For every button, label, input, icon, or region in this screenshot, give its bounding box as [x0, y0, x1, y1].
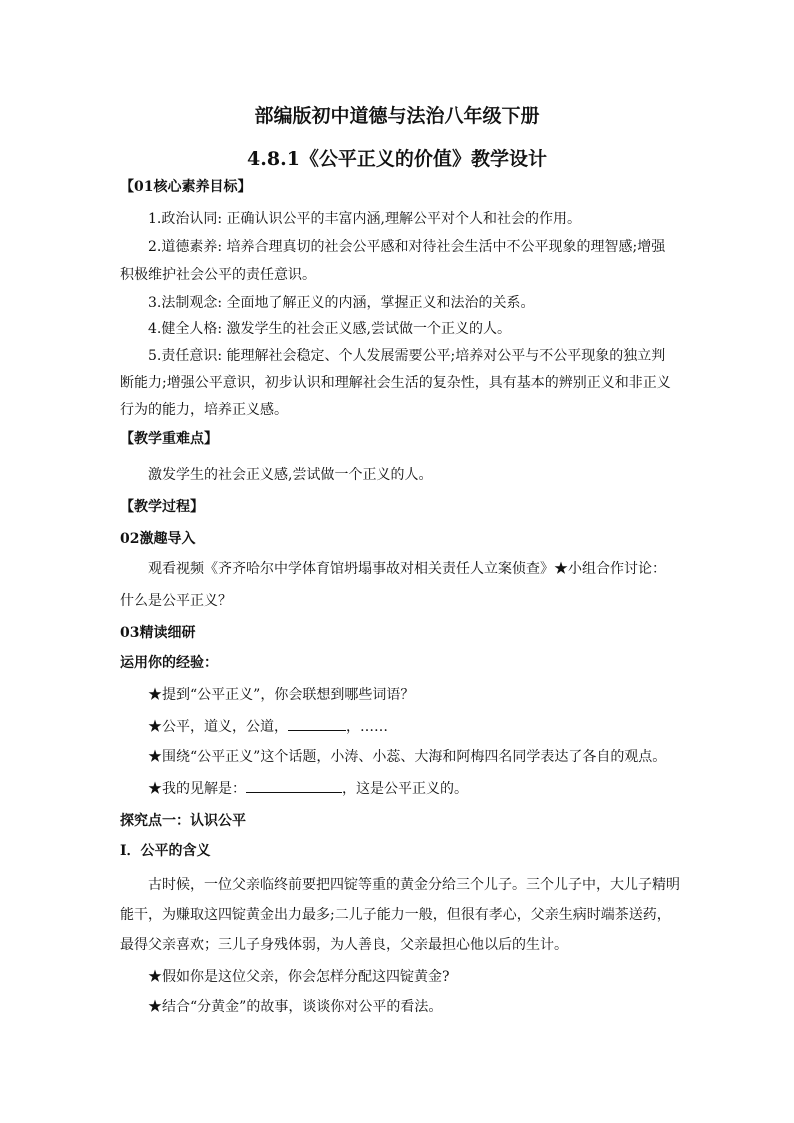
intro-text: 观看视频《齐齐哈尔中学体育馆坍塌事故对相关责任人立案侦查》★小组合作讨论： — [148, 561, 666, 577]
fill-prefix: ★公平，道义，公道， — [148, 719, 288, 735]
experience-question: ★提到“公平正义”，你会联想到哪些词语？ — [148, 687, 415, 703]
subsection-heading: Ⅰ．公平的含义 — [120, 843, 211, 859]
fill-blank — [246, 778, 342, 793]
goal-item-continuation: 行为的能力，培养正义感。 — [120, 402, 288, 418]
fill-prefix: ★我的见解是： — [148, 781, 246, 797]
study-heading: 03精读细研 — [120, 625, 196, 641]
explore-heading: 探究点一：认识公平 — [120, 813, 246, 829]
intro-text-continuation: 什么是公平正义？ — [120, 593, 232, 609]
story-question: ★结合“分黄金”的故事，谈谈你对公平的看法。 — [148, 999, 443, 1015]
goal-item-continuation: 断能力;增强公平意识，初步认识和理解社会生活的复杂性，具有基本的辨别正义和非正义 — [120, 375, 671, 391]
goal-item: 4.健全人格: 激发学生的社会正义感,尝试做一个正义的人。 — [148, 321, 511, 337]
story-question: ★假如你是这位父亲，你会怎样分配这四锭黄金? — [148, 969, 450, 985]
section-heading-process: 【教学过程】 — [120, 499, 204, 515]
section-heading-key-points: 【教学重难点】 — [120, 431, 218, 447]
experience-fill-line — [148, 716, 388, 738]
lesson-title: 4.8.1《公平正义的价值》教学设计 — [247, 148, 547, 170]
goal-item-continuation: 积极维护社会公平的责任意识。 — [120, 267, 316, 283]
fill-suffix: ，这是公平正义的。 — [342, 781, 468, 797]
document-title: 部编版初中道德与法治八年级下册 — [254, 105, 540, 127]
experience-fill-line — [148, 778, 468, 800]
goal-item: 5.责任意识: 能理解社会稳定、个人发展需要公平;培养对公平与不公平现象的独立判 — [148, 348, 666, 364]
story-text-continuation: 最得父亲喜欢；三儿子身残体弱，为人善良，父亲最担心他以后的生计。 — [120, 937, 568, 953]
fill-blank — [288, 716, 346, 731]
experience-heading: 运用你的经验： — [120, 655, 218, 671]
goal-item: 1.政治认同: 正确认识公平的丰富内涵,理解公平对个人和社会的作用。 — [148, 211, 581, 227]
key-point-text: 激发学生的社会正义感,尝试做一个正义的人。 — [148, 467, 433, 483]
goal-item: 3.法制观念: 全面地了解正义的内涵，掌握正义和法治的关系。 — [148, 295, 535, 311]
section-heading-goals: 【01核心素养目标】 — [120, 179, 252, 195]
experience-question: ★围绕“公平正义”这个话题，小涛、小蕊、大海和阿梅四名同学表达了各自的观点。 — [148, 749, 667, 765]
fill-suffix: ，…… — [346, 719, 388, 735]
intro-heading: 02激趣导入 — [120, 531, 196, 547]
story-text: 古时候，一位父亲临终前要把四锭等重的黄金分给三个儿子。三个儿子中，大儿子精明 — [148, 877, 680, 893]
goal-item: 2.道德素养: 培养合理真切的社会公平感和对待社会生活中不公平现象的理智感;增强 — [148, 239, 666, 255]
story-text-continuation: 能干，为赚取这四锭黄金出力最多;二儿子能力一般，但很有孝心，父亲生病时端茶送药， — [120, 907, 671, 923]
